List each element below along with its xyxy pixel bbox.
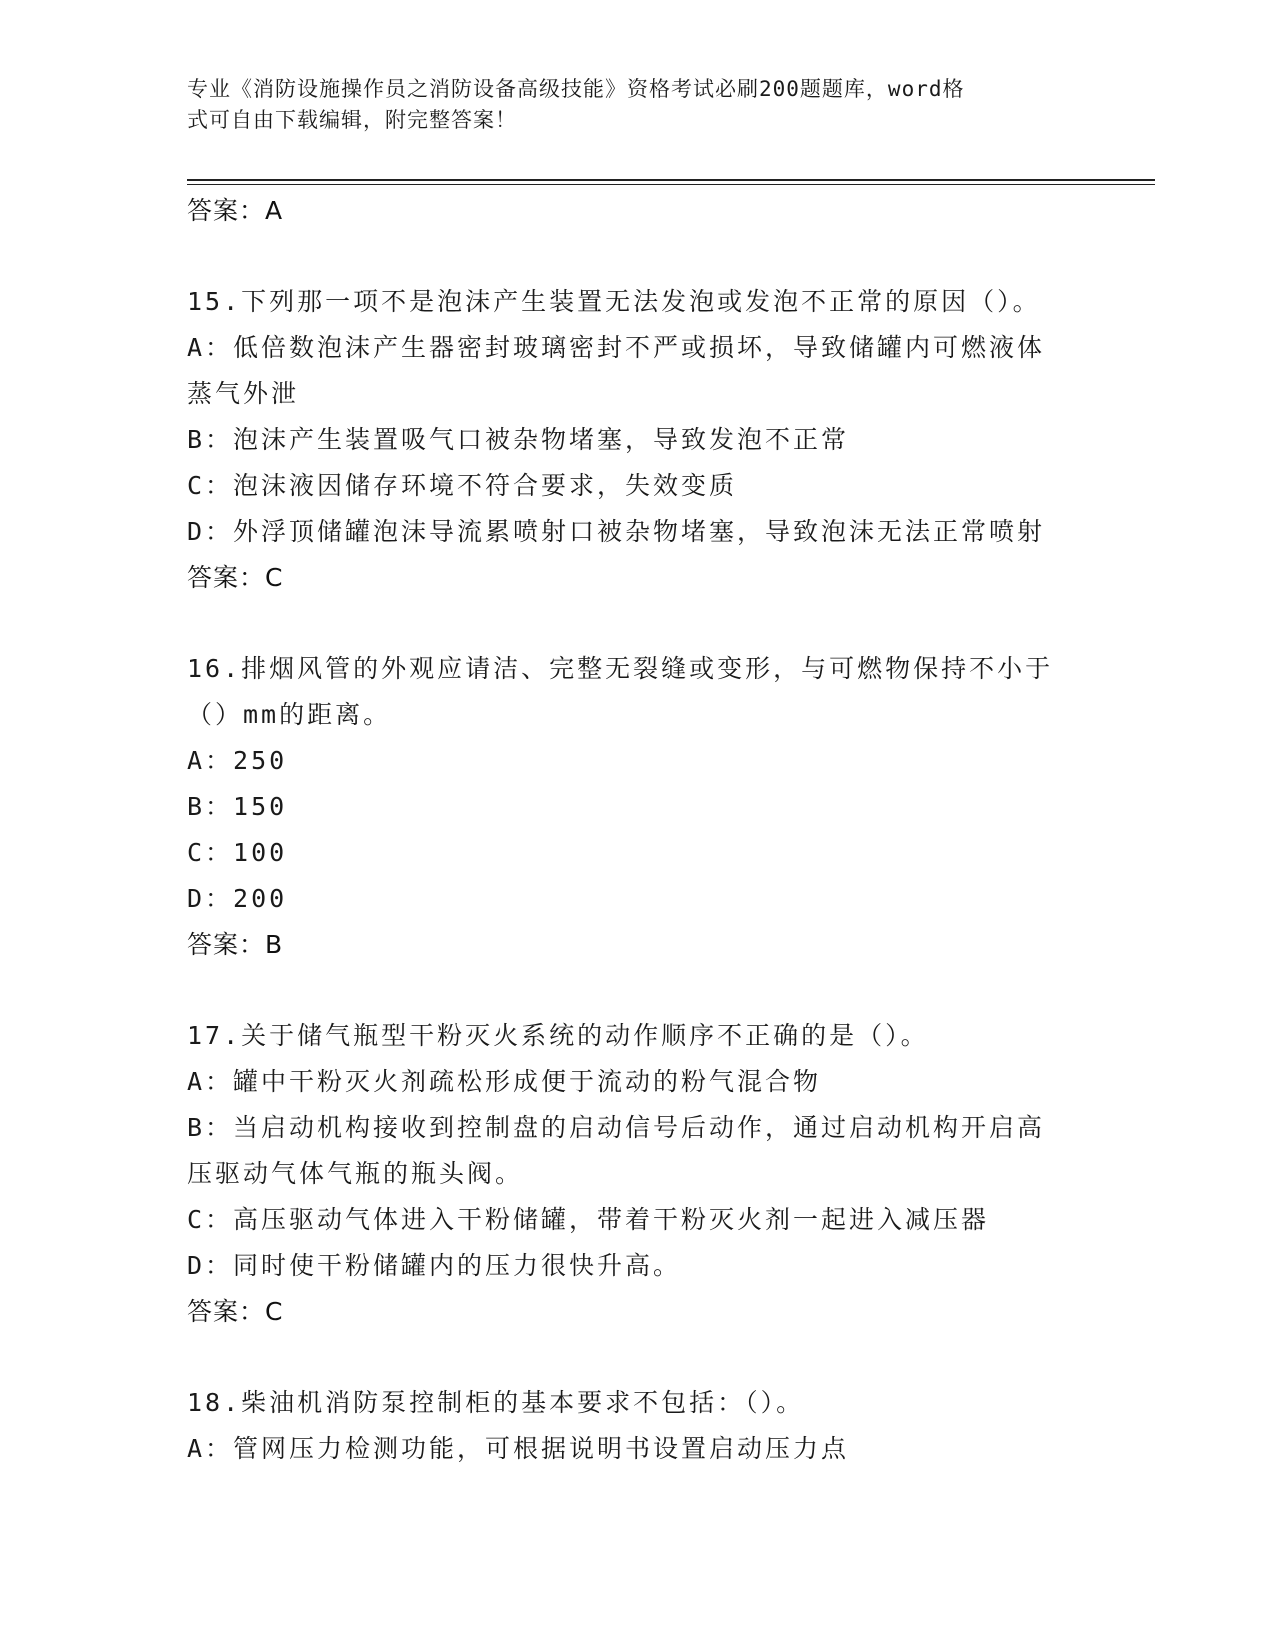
question-18 — [187, 1380, 1087, 1472]
option-a-continued: 蒸气外泄 — [187, 379, 300, 408]
question-17 — [187, 1013, 1087, 1335]
document-header — [187, 74, 1067, 136]
header-divider-thick — [187, 179, 1155, 181]
option-d: D：同时使干粉储罐内的压力很快升高。 — [187, 1251, 682, 1280]
question-16 — [187, 646, 1087, 968]
spacer — [187, 234, 1087, 279]
option-c: C：100 — [187, 838, 288, 867]
question-stem: 15.下列那一项不是泡沫产生装置无法发泡或发泡不正常的原因（）。 — [187, 287, 1041, 316]
option-d: D：外浮顶储罐泡沫导流累喷射口被杂物堵塞，导致泡沫无法正常喷射 — [187, 517, 1046, 546]
option-a: A：管网压力检测功能，可根据说明书设置启动压力点 — [187, 1434, 850, 1463]
option-b: B：150 — [187, 792, 288, 821]
option-a: A：250 — [187, 746, 288, 775]
option-c: C：泡沫液因储存环境不符合要求，失效变质 — [187, 471, 738, 500]
header-line-1: 专业《消防设施操作员之消防设备高级技能》资格考试必刷200题题库，word格 — [187, 77, 965, 101]
spacer — [187, 968, 1087, 1013]
answer-line: 答案：B — [187, 930, 284, 959]
question-stem-continued: （）mm的距离。 — [187, 700, 392, 729]
question-15 — [187, 279, 1087, 601]
option-c: C：高压驱动气体进入干粉储罐，带着干粉灭火剂一起进入减压器 — [187, 1205, 990, 1234]
question-stem: 17.关于储气瓶型干粉灭火系统的动作顺序不正确的是（）。 — [187, 1021, 929, 1050]
option-a: A：罐中干粉灭火剂疏松形成便于流动的粉气混合物 — [187, 1067, 822, 1096]
option-b-continued: 压驱动气体气瓶的瓶头阀。 — [187, 1159, 524, 1188]
answer-line: 答案：A — [187, 196, 284, 225]
spacer — [187, 601, 1087, 646]
option-d: D：200 — [187, 884, 288, 913]
question-list — [187, 188, 1087, 1472]
option-a: A：低倍数泡沫产生器密封玻璃密封不严或损坏，导致储罐内可燃液体 — [187, 333, 1046, 362]
option-b: B：泡沫产生装置吸气口被杂物堵塞，导致发泡不正常 — [187, 425, 850, 454]
option-b: B：当启动机构接收到控制盘的启动信号后动作，通过启动机构开启高 — [187, 1113, 1046, 1142]
question-stem: 18.柴油机消防泵控制柜的基本要求不包括：（）。 — [187, 1388, 805, 1417]
spacer — [187, 1335, 1087, 1380]
answer-line: 答案：C — [187, 1297, 284, 1326]
header-divider-thin — [187, 184, 1155, 185]
question-stem: 16.排烟风管的外观应请洁、完整无裂缝或变形，与可燃物保持不小于 — [187, 654, 1054, 683]
header-line-2: 式可自由下载编辑，附完整答案！ — [187, 108, 517, 132]
answer-line: 答案：C — [187, 563, 284, 592]
